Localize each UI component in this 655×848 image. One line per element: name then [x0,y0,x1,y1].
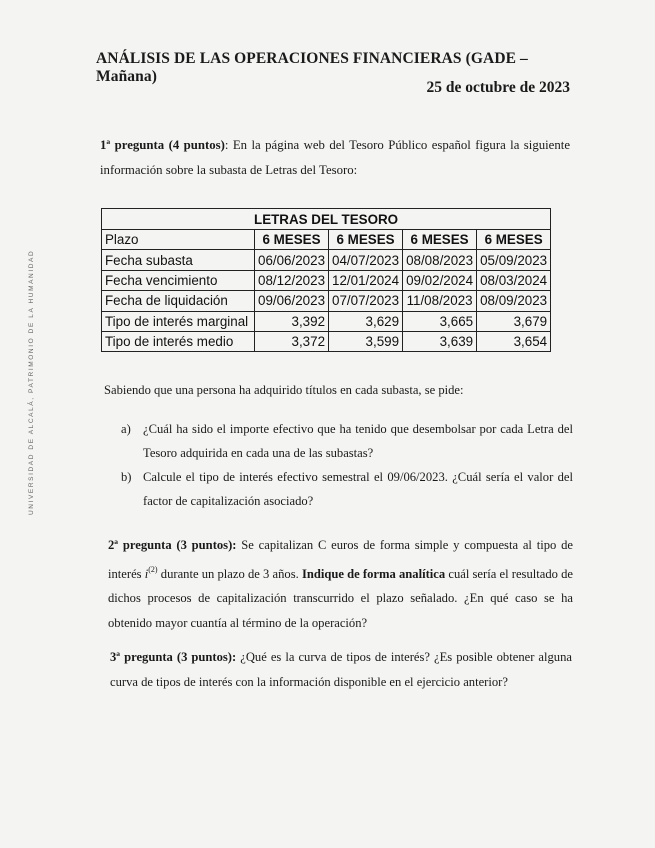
table-cell: 3,372 [255,331,329,351]
question-2-text: Se capitalizan C euros de forma simple y compuesta al tipo de interés [108,538,573,581]
table-cell: 09/02/2024 [403,270,477,290]
exam-date: 25 de octubre de 2023 [426,79,570,96]
table-cell: 6 MESES [255,230,329,250]
question-3-label: 3ª pregunta (3 puntos): [110,650,237,664]
interest-symbol: i [144,566,149,581]
table-row [102,250,551,270]
table-cell: 08/03/2024 [477,270,551,290]
question-2-text: durante un plazo de 3 años. [157,566,302,581]
question-3 [110,645,572,694]
item-text: ¿Cuál ha sido el importe efectivo que ha tenido que desembolsar por cada Letra del Tesoro adquirida en cada una de las subastas? [143,422,573,460]
table-cell: 6 MESES [403,230,477,250]
exam-title: ANÁLISIS DE LAS OPERACIONES FINANCIERAS (GADE – Mañana) [96,50,528,85]
table-cell: 12/01/2024 [329,270,403,290]
question-2 [108,533,573,635]
row-label: Plazo [102,230,255,250]
table-cell: 08/09/2023 [477,291,551,311]
table-cell: 05/09/2023 [477,250,551,270]
table-cell: 6 MESES [329,230,403,250]
table-cell: 3,629 [329,311,403,331]
letras-table [101,208,551,352]
table-cell: 09/06/2023 [255,291,329,311]
table-title-row [102,209,551,230]
table-cell: 08/12/2023 [255,270,329,290]
table-cell: 3,392 [255,311,329,331]
question-1-label: 1ª pregunta (4 puntos) [100,138,225,152]
table-cell: 11/08/2023 [403,291,477,311]
table-row [102,291,551,311]
table-cell: 08/08/2023 [403,250,477,270]
intro-text: Sabiendo que una persona ha adquirido títulos en cada subasta, se pide: [104,383,464,397]
table-cell: 3,654 [477,331,551,351]
question-3-text: ¿Qué es la curva de tipos de interés? ¿Es posible obtener alguna curva de tipos de interés con la información disponible en el ejercicio anterior? [110,650,572,689]
table-row [102,331,551,351]
table-row [102,270,551,290]
row-label: Fecha vencimiento [102,270,255,290]
list-item [121,465,573,513]
row-label: Fecha subasta [102,250,255,270]
row-label: Tipo de interés marginal [102,311,255,331]
question-2-emphasis: Indique de forma analítica [301,566,446,581]
question-2-label: 2ª pregunta (3 puntos): [108,538,237,552]
question-2-text: cuál sería el resultado de dichos procesos de capitalización transcurrido el plazo señalado. ¿En qué caso se ha obtenido mayor cuantía al término de la operación? [108,566,573,630]
row-label: Fecha de liquidación [102,291,255,311]
subquestion-list [121,417,573,513]
table-cell: 3,665 [403,311,477,331]
row-label: Tipo de interés medio [102,331,255,351]
interest-superscript: (2) [148,564,158,574]
table-cell: 3,679 [477,311,551,331]
table-cell: 3,599 [329,331,403,351]
table-cell: 6 MESES [477,230,551,250]
table-cell: 06/06/2023 [255,250,329,270]
table-cell: 07/07/2023 [329,291,403,311]
question-1-text: : En la página web del Tesoro Público español figura la siguiente información sobre la subasta de Letras del Tesoro: [100,138,570,177]
item-marker: b) [121,470,132,484]
table-title: LETRAS DEL TESORO [102,209,551,230]
question-1 [100,133,570,183]
table-cell: 3,639 [403,331,477,351]
side-stamp: UNIVERSIDAD DE ALCALÁ, PATRIMONIO DE LA HUMANIDAD [28,249,35,515]
item-text: Calcule el tipo de interés efectivo semestral el 09/06/2023. ¿Cuál sería el valor del factor de capitalización asociado? [143,470,573,508]
table-row [102,230,551,250]
table-row [102,311,551,331]
item-marker: a) [121,422,131,436]
list-item [121,417,573,465]
table-cell: 04/07/2023 [329,250,403,270]
